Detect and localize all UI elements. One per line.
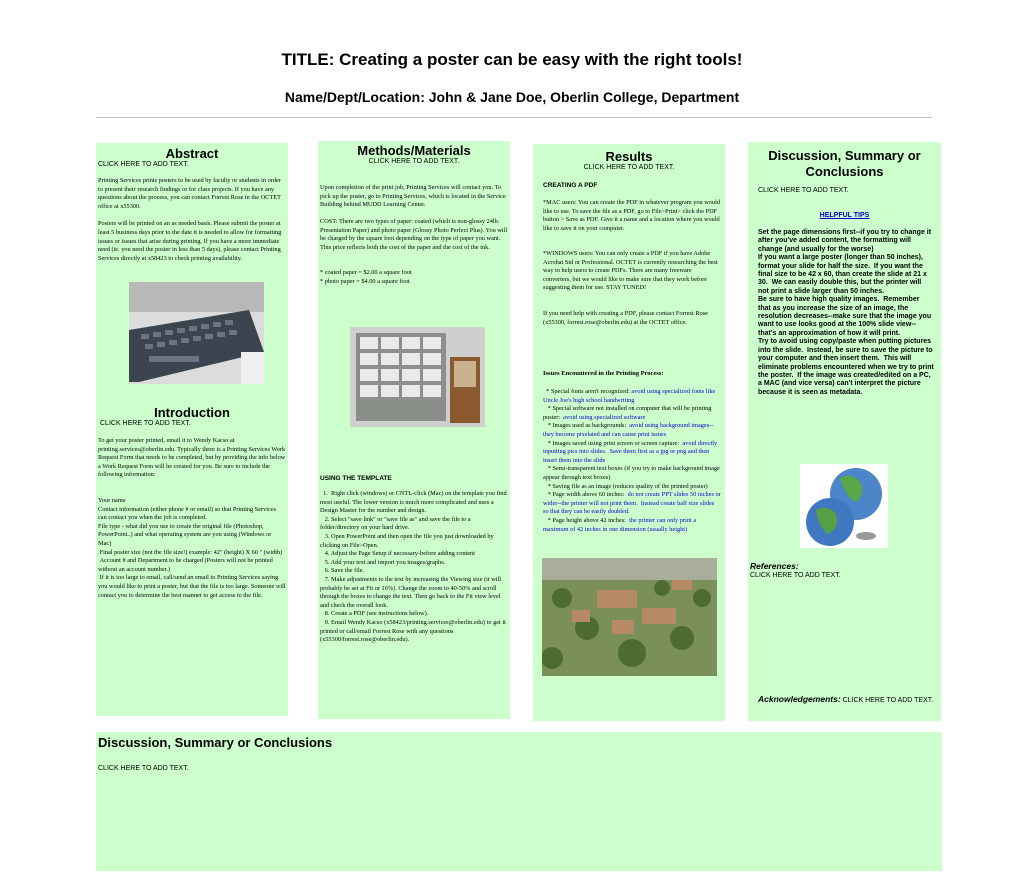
issue-item [543,517,721,534]
acknowledgements-text[interactable]: CLICK HERE TO ADD TEXT. [840,697,934,704]
pdf-help-text: If you need help with creating a PDF, please contact Forrest Rose (x55300, forrest.rose@oberlin.edu) at the OCTET office. [543,310,710,326]
introduction-paragraph-1: To get your poster printed, email it to Wendy Kacso at printing.services@oberlin.edu. Typically there is a Printing Services Work Request Form that needs to be completed, but by providing the info below a Work Request Form will be created for you. Be sure to include the following information: [98,437,287,479]
introduction-heading: Introduction [154,405,230,420]
abstract-panel [96,143,288,716]
discussion-bottom-panel [96,732,942,871]
methods-click-text[interactable]: CLICK HERE TO ADD TEXT. [368,158,460,165]
references-text[interactable]: CLICK HERE TO ADD TEXT. [750,572,841,579]
issue-fix: avoid using specialized software [563,413,646,421]
discussion-right-click-text[interactable]: CLICK HERE TO ADD TEXT. [758,187,849,194]
template-heading: USING THE TEMPLATE [320,475,392,482]
issue-item [543,422,721,439]
issue-item [543,483,721,492]
abstract-paragraph-2: Posters will be printed on an as needed basis. Please submit the poster at least 5 business days prior to the date it is needed to allow for formatting issues or issues that arise during printing. If you have a more immediate need (ie. you need the poster in less than 5 days), please contact Printing Services directly at x58423 to check printing availability. [98,220,283,262]
keyboard-photo [129,282,264,384]
campus-aerial-photo [542,558,717,676]
issue-fix: avoid using specialized fonts like Uncle Joe's high school handwriting [543,388,717,404]
mail-slots-photo [350,327,485,427]
issue-text: * Special software not installed on computer that will be printing poster: [543,405,713,421]
methods-panel [318,141,510,719]
introduction-click-text[interactable]: CLICK HERE TO ADD TEXT. [100,420,191,427]
issue-fix: do not create PPT slides 50 inches or wider--the printer will not print them. Instead create half size slides so that they can be easily doubled. [543,491,723,516]
abstract-click-text[interactable]: CLICK HERE TO ADD TEXT. [98,161,189,168]
issue-fix: avoid directly inputting pics into slides. Save them first as a jpg or png and then insert them into the slide [543,439,719,464]
methods-paragraph-2: COST: There are two types of paper: coated (which is non-glossy 24lb. Presentation Paper) and photo paper (Glossy Photo Perfect Plus). You will be charged by the square foot depending on the type of paper you want. This price reflects both the cost of the paper and the cost of the ink. [320,218,509,251]
helpful-tips-text: Set the page dimensions first--if you try to change it after you've added content, the formatting will change (and usually for the worse) If you want a large poster (longer than 50 inches), format your slide for half the size. If you want the final size to be 42 x 60, than create the slide at 21 x 30. We can easily double this, but the printer will not print a slide larger than 50 inches. Be sure to have high quality images. Remember that as you increase the size of an image, the resolution decreases--make sure that the image you want to use looks good at the 100% slide view--that's an approximation of how it will print. Try to avoid using copy/paste when putting pictures into the slide. Instead, be sure to save the picture to your computer and then insert them. This will eliminate problems encountered when we try to print the poster. If the image was created/edited on a PC, a MAC (and vice versa) can't interpret the picture because it is seen as metadata. [758,229,934,396]
discussion-right-heading: Discussion, Summary or Conclusions [768,148,921,179]
pdf-windows-instructions: *WINDOWS users: You can only create a PDF if you have Adobe Acrobat Std or Professional. OCTET is currently researching the best way to help users to create PDFs. There are many freeware converters, but we would like to make sure that they work before suggesting them for use. STAY TUNED! [543,250,720,292]
pdf-mac-instructions: *MAC users: You can create the PDF in whatever program you would like to use. To save the file as a PDF, go to File>Print> click the PDF button > Save as PDF. Give it a name and a location where you would like to save it on your computer. [543,199,722,232]
issue-item [543,440,721,466]
poster-subtitle: Name/Dept/Location: John & Jane Doe, Oberlin College, Department [284,89,740,105]
methods-heading: Methods/Materials [357,143,471,158]
abstract-heading: Abstract [165,146,219,161]
issue-text: * Images saved using print screen or screen capture: [543,439,683,447]
issue-text: * Images used as backgrounds: [543,422,630,430]
discussion-bottom-click-text[interactable]: CLICK HERE TO ADD TEXT. [98,765,189,772]
results-heading: Results [605,149,653,164]
poster-title: TITLE: Creating a poster can be easy with the right tools! [281,50,743,69]
issue-item [543,465,721,482]
issue-item [543,405,721,422]
discussion-right-panel [748,142,941,721]
issue-text: * Page height above 42 inches: [543,516,630,524]
helpful-tips-link[interactable]: HELPFUL TIPS [819,212,870,219]
issue-fix: avoid using background images--they become pixelated and can cause print issues [543,422,714,438]
pdf-heading: CREATING A PDF [543,182,598,189]
issue-text: * Special fonts aren't recognized: [543,388,632,395]
results-panel [533,144,725,721]
discussion-bottom-heading: Discussion, Summary or Conclusions [98,735,333,750]
issue-text: * Page width above 60 inches: [543,491,628,499]
issue-text: * Saving file as an image (reduces quality of the printed poster) [543,482,708,490]
globes-illustration [800,464,888,548]
header-divider [96,117,932,118]
references-label: References: [750,561,799,571]
results-click-text[interactable]: CLICK HERE TO ADD TEXT. [583,164,675,171]
methods-paragraph-1: Upon completion of the print job, Printing Services will contact you. To pick up the poster, go to Printing Services, which is located in the Service Building behind MUDD Learning Center. [320,184,508,209]
issues-heading: Issues Encountered in the Printing Process: [543,370,664,377]
issues-list [543,388,721,534]
issue-item [543,388,721,405]
abstract-paragraph-1: Printing Services prints posters to be used by faculty or students in order to present their research findings or for class projects. If you have any questions about the process, you can contact Forrest Rose in the OCTET office at x55300. [98,177,283,210]
issue-text: * Semi-transparent text boxes (if you try to make background image appear through text boxes) [543,465,722,481]
acknowledgements-block [758,693,934,705]
issue-fix: the printer can only print a maximum of 42 inches in one dimension (usually height) [543,516,698,533]
introduction-paragraph-2: Your name Contact information (either phone # or email) so that Printing Services can contact you when the job is completed. File type - what did you use to create the original file (Photoshop, PowerPoint..) and what operating system are you using (Windows or Mac) Final poster size (not the file size!) example: 42" (height) X 60 " (width) Account # and Department to be charged (Posters will not be printed without an account number.) If it is too large to email, call/send an email to Printing Services saying you would like to print a poster, but that the file is too large. Someone will contact you to determine the best manner to get access to the file. [98,497,286,599]
methods-paper-prices: * coated paper = $2.00 a square foot * photo paper = $4.00 a square foot [320,269,412,285]
acknowledgements-label: Acknowledgements: [758,694,841,704]
issue-item [543,491,721,517]
template-steps: 1. Right click (windows) or CNTL-click (Mac) on the template you find most useful. The lower version is much more complicated and uses a Design Master for the number and design. 2. Select "save link" or "save file as" and save the file to a folder/directory on your hard drive. 3. Open PowerPoint and then open the file you just downloaded by clicking on File>Open. 4. Adjust the Page Setup if necessary-before adding content 5. Add your text and import you images/graphs. 6. Save the file. 7. Make adjustments to the text by increasing the Viewing size (it will probably be set at Fit or 16%). Change the zoom to 40-50% and scroll through the boxes to change the text. Then go back to the Fit view level and check the overall look. 8. Create a PDF (see instructions below). 9. Email Wendy Kacso (x58423/printing.services@oberlin.edu) to get it printed or call/email Forrest Rose with any questions (x55300/forrest.rose@oberlin.edu). [320,490,507,644]
